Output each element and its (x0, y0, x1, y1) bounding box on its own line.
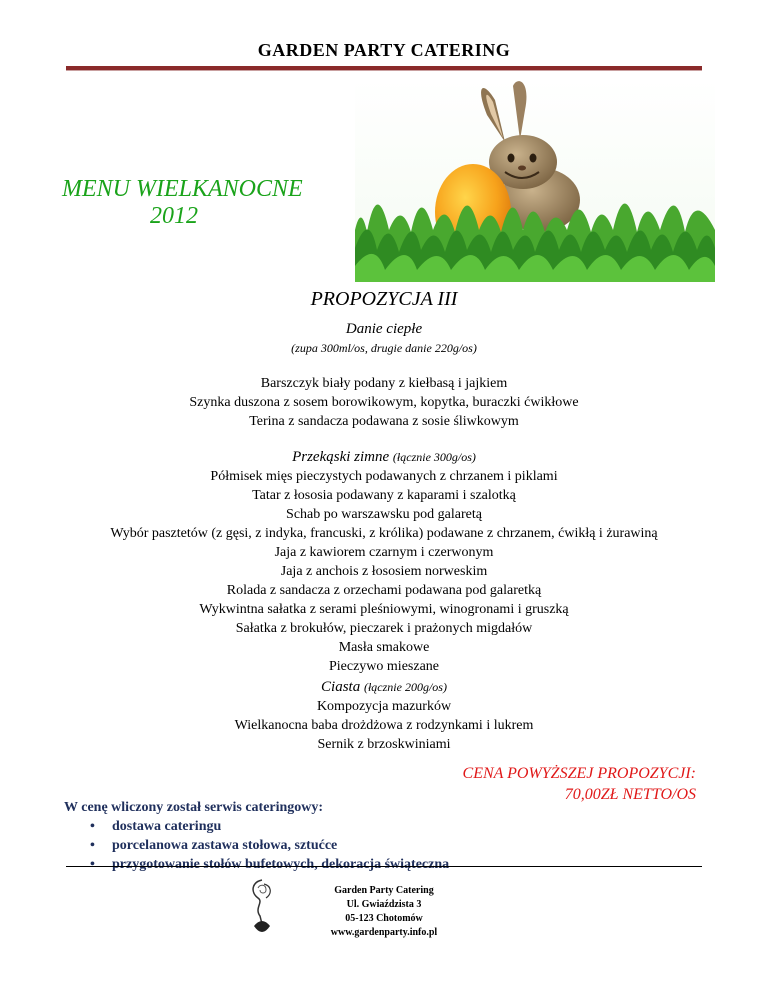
header-title: GARDEN PARTY CATERING (257, 40, 511, 60)
price-label: CENA POWYŻSZEJ PROPOZYCJI: (462, 765, 696, 782)
included-item (90, 855, 450, 874)
cake-item: Sernik z brzoskwiniami (317, 737, 451, 752)
footer-contact (0, 884, 768, 940)
cold-starter-item: Jaja z kawiorem czarnym i czerwonym (274, 545, 494, 560)
cold-starters-heading (0, 448, 768, 467)
included-item-text: dostawa cateringu (112, 819, 222, 834)
warm-dishes-section (0, 320, 768, 431)
cold-starter-item: Pieczywo mieszane (328, 659, 439, 674)
menu-title-year: 2012 (150, 203, 198, 229)
included-item (90, 817, 449, 836)
cold-starter-item: Rolada z sandacza z orzechami podawana pod galaretką (226, 583, 542, 598)
cold-starters-section (0, 448, 768, 676)
cold-starter-item: Tatar z łososia podawany z kaparami i szalotką (252, 488, 516, 503)
bullet-icon: • (90, 819, 95, 834)
bullet-icon: • (90, 857, 95, 872)
cold-starter-item: Wybór pasztetów (z gęsi, z indyka, francuski, z królika) podawane z chrzanem, ćwikłą i żurawiną (110, 526, 658, 541)
proposal-title: PROPOZYCJA III (310, 288, 458, 310)
cold-starters-note: (łącznie 300g/os) (392, 450, 476, 464)
cold-starter-item: Schab po warszawsku pod galaretą (286, 507, 482, 522)
cake-item: Wielkanocna baba drożdżowa z rodzynkami i lukrem (234, 718, 534, 733)
menu-title-line1: MENU WIELKANOCNE (62, 176, 303, 202)
cakes-heading (0, 678, 768, 697)
included-services (64, 798, 449, 874)
cold-starter-item: Masła smakowe (338, 640, 430, 655)
included-title: W cenę wliczony został serwis cateringowy: (64, 800, 324, 815)
cold-starter-item: Półmisek mięs pieczystych podawanych z chrzanem i piklami (210, 469, 558, 484)
included-item-text: porcelanowa zastawa stołowa, sztućce (112, 838, 338, 853)
menu-title (62, 176, 303, 230)
warm-dishes-note: (zupa 300ml/os, drugie danie 220g/os) (291, 341, 477, 355)
footer-street: Ul. Gwiaździsta 3 (346, 899, 422, 910)
easter-bunny-photo (355, 80, 715, 282)
cold-starter-item: Jaja z anchois z łososiem norweskim (280, 564, 488, 579)
cold-starters-title: Przekąski zimne (292, 449, 390, 465)
price-value: 70,00ZŁ NETTO/OS (564, 786, 696, 803)
cold-starter-item: Sałatka z brokułów, pieczarek i prażonych migdałów (235, 621, 533, 636)
warm-dish-item: Barszczyk biały podany z kiełbasą i jajkiem (260, 376, 508, 391)
header-divider (66, 66, 702, 71)
warm-dish-item: Terina z sandacza podawana z sosie śliwkowym (249, 414, 519, 429)
price-block (463, 763, 696, 805)
cake-item: Kompozycja mazurków (316, 699, 452, 714)
warm-dishes-title: Danie ciepłe (345, 321, 423, 337)
footer-company: Garden Party Catering (334, 885, 434, 896)
included-item (90, 836, 449, 855)
warm-dish-item: Szynka duszona z sosem borowikowym, kopytka, buraczki ćwikłowe (189, 395, 579, 410)
cakes-note: (łącznie 200g/os) (363, 680, 447, 694)
footer-website[interactable]: www.gardenparty.info.pl (330, 927, 438, 938)
cakes-section (0, 678, 768, 754)
footer-divider (66, 866, 702, 867)
bullet-icon: • (90, 838, 95, 853)
cakes-title: Ciasta (321, 679, 361, 695)
footer-postal: 05-123 Chotomów (345, 913, 423, 924)
included-item-text: przygotowanie stołów bufetowych, dekoracja świąteczna (112, 857, 450, 872)
spacer (0, 358, 768, 374)
cold-starter-item: Wykwintna sałatka z serami pleśniowymi, winogronami i gruszką (199, 602, 569, 617)
